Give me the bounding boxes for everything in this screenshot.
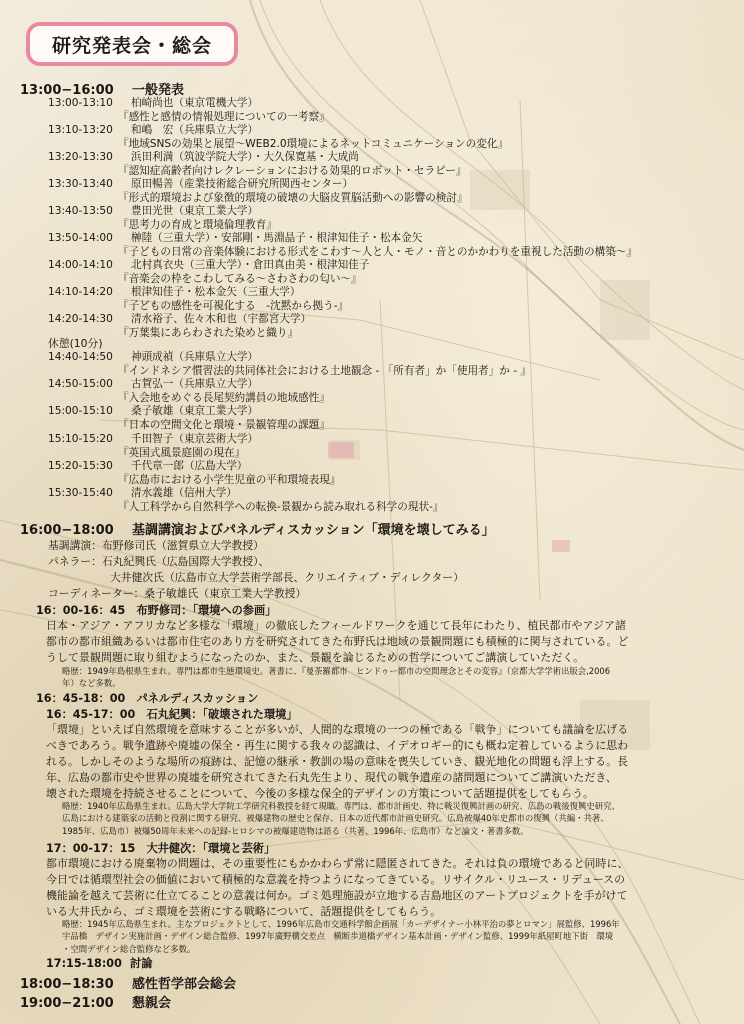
presentation-title: 『地域SNSの効果と展望〜WEB2.0環境によるネットコミュニケーションの変化』 [118,138,509,150]
discussion-time: 17:15-18:00 [46,957,122,970]
presentation-speakers: 和嶋 宏（兵庫県立大学） [131,124,259,136]
talk2-body [46,722,706,802]
talk3-line: いる大井氏から、ゴミ環境を芸術にする戦略について、話題提供をしてもらう。 [46,905,442,918]
talk1-bio [62,665,712,690]
presentation-time: 15:20-15:30 [48,459,113,472]
talk3-line: 機能論を越えて芸術に仕立てることの意義は何か。ゴミ処理施設が立地する吉島地区のアートプロジェクトを手がけて [46,889,628,902]
break-note: 休憩(10分) [48,337,103,350]
presentation-header-line [48,231,422,245]
presentation-speakers: 千田智子（東京芸術大学） [131,432,259,445]
presentation-title: 『日本の空間文化と環境・景観管理の課題』 [118,419,330,432]
presentation-header-line [48,204,258,218]
talk2-header: 16：45-17：00 石丸紀興：「破壊された環境」 [46,708,298,721]
closing-time: 18:00−18:30 [20,977,114,992]
talk3-bio [62,918,712,955]
presentation-title: 『思考力の育成と環境倫理教育』 [118,219,277,231]
talk1-line: 日本・アジア・アフリカなど多様な「環境」の徹底したフィールドワークを通じて長年にわたり、植民都市やアジア諸 [46,619,627,632]
presentation-speakers: 神頭成禎（兵庫県立大学） [131,351,259,363]
closing-row-reception [20,992,171,1011]
talk3-bio-line: ・空間デザイン総合監修など多数。 [62,943,196,954]
closing-time: 19:00−21:00 [20,996,114,1011]
presentation-header-line [48,177,353,191]
talk1-bio-line: 略歴：1949年島根県生まれ。専門は都市生態環境史。著書に、『曼荼羅都市 ヒンドゥー都市の空間理念とその変容』（京都大学学術出版会,2006 [62,666,611,676]
talk2-bio-line: 1985年、広島市）被爆50周年未来への記録-ヒロシマの被爆建造物は語る（共著、1996年、広島市）など論文・著書多数。 [62,825,529,836]
talk3-bio-line: 略歴：1945年広島県生まれ。主なプロジェクトとして、1996年広島市交通科学館企画展「カーデザイナー小林平治の夢とロマン」展監修、1996年 [62,919,620,929]
closing-label: 感性哲学部会総会 [132,977,237,992]
discussion-row [46,955,152,971]
talk2-line: 「環境」といえば自然環境を意味することが多いが、人間的な環境の一つの極である「戦争」についても議論を広げる [46,723,629,736]
presentation-header-line [48,377,258,391]
talk1-body [46,618,706,666]
presentation-speakers: 原田暢善（産業技術総合研究所関西センター） [131,178,354,190]
presentation-header-line [48,285,301,299]
presentation-speakers: 清水義雄（信州大学） [131,487,237,499]
keynote-coordinator: コーディネーター：桑子敏雄氏（東京工業大学教授） [48,587,307,600]
presentation-time: 15:00-15:10 [48,405,113,418]
presentation-time: 14:00-14:10 [48,259,113,271]
talk2-line: れる。しかしそのような場所の痕跡は、記憶の継承・教訓の場の意味を喪失していき、観光地化の問題も浮上する。長 [46,755,629,768]
presentation-time: 13:50-14:00 [48,232,113,244]
talk1-line: うして景観問題に取り組むようになったのか、また、景観を論じるための哲学についてご講演していただく。 [46,651,585,664]
closing-label: 懇親会 [132,996,172,1011]
presentation-title: 『子どもの日常の音楽体験における形式をこわす〜人と人・モノ・音とのかかわりを重視した活動の構築〜』 [118,246,637,258]
keynote-header [20,519,495,538]
presentation-title: 『認知症高齢者向けレクレーションにおける効果的ロボット・セラピー』 [118,165,467,177]
general-session-time: 13:00−16:00 [20,83,114,98]
talk3-header: 17：00-17：15 大井健次：「環境と芸術」 [46,842,276,855]
talk3-bio-line: 宇品橋 デザイン実施計画・デザイン総合監修、1997年廣野構交差点 横断歩道橋デザイン基本計画・デザイン監修、1999年紙屋町地下街 環境 [62,931,614,942]
presentation-speakers: 豊田光世（東京工業大学） [131,205,259,217]
presentation-time: 13:30-13:40 [48,178,113,190]
presentation-title: 『広島市における小学生児童の平和環境表現』 [118,473,341,486]
presentation-speakers: 浜田利満（筑波学院大学）・大久保寛基・大成尚 [131,151,359,163]
presentation-title: 『形式的環境および象徴的環境の破壊の大脳皮質脳活動への影響の検討』 [118,192,468,204]
presentation-title: 『英国式風景庭園の現在』 [118,446,246,459]
presentation-time: 14:20-14:30 [48,313,113,325]
keynote-time: 16:00−18:00 [20,523,114,538]
presentation-time: 13:40-13:50 [48,205,113,217]
talk3-line: 今日では循環型社会の価値において積極的な意義を持つようになってきている。リサイクル・リユース・リデュースの [46,873,626,886]
discussion-label: 討論 [130,957,153,970]
presentation-header-line [48,459,248,473]
presentation-speakers: 北村真衣央（三重大学）・倉田真由美・根津知佳子 [131,259,370,271]
keynote-panelist-2: 大井健次氏（広島市立大学芸術学部長、クリエイティブ・ディレクター） [110,571,464,584]
presentation-title: 『感性と感情の情報処理についての一考察』 [118,111,330,123]
talk2-bio-line: 略歴：1940年広島県生まれ。広島大学大学院工学研究科教授を経て現職。専門は、都市計画史、特に戦災復興計画の研究、広島の戦後復興史研究、 [62,801,620,811]
presentation-header-line [48,312,311,326]
presentation-header-line [48,432,258,446]
presentation-title: 『子どもの感性を可視化する -沈黙から拠う-』 [118,300,349,312]
presentation-speakers: 柏崎尚也（東京電機大学） [131,97,259,109]
talk3-body [46,856,706,920]
talk2-bio-line: 広島における建築家の活動と役割に関する研究、被爆建物の歴史と保存、日本の近代都市計画史研究。広島被爆40年史都市の復興（共編・共著、 [62,813,609,824]
presentation-header-line [48,486,237,500]
talk2-line: 壊された環境を持続させることについて、今後の多様な保全的デザインの方策について話題提供をしてもらう。 [46,787,595,800]
presentation-title: 『入会地をめぐる長尾契約講員の地域感性』 [118,392,330,405]
presentation-title: 『音楽会の枠をこわしてみる〜さわさわの匂い〜』 [118,273,362,285]
presentation-speakers: 古賀弘一（兵庫県立大学） [131,378,259,391]
presentation-header-line [48,123,258,137]
presentation-title: 『インドネシア慣習法的共同体社会における土地観念 - 「所有者」か「使用者」か - 』 [118,365,531,377]
presentation-header-line [48,258,369,272]
talk2-line: べきであろう。戦争遺跡や廃墟の保全・再生に関する我々の認識は、イデオロギー的にも概ね定着しているように思わ [46,739,629,752]
presentation-speakers: 根津知佳子・松本金矢（三重大学） [131,286,301,298]
presentation-header-line [48,96,258,110]
closing-row-general-meeting [20,973,236,992]
presentation-header-line [48,150,359,164]
presentation-time: 14:10-14:20 [48,286,113,298]
presentation-time: 14:40-14:50 [48,351,113,363]
presentation-title: 『人工科学から自然科学への転換-景観から読み取れる科学の現状-』 [118,501,444,513]
general-session-label: 一般発表 [132,83,185,98]
presentation-speakers: 桑子敏雄（東京工業大学） [131,405,259,418]
keynote-label: 基調講演およびパネルディスカッション「環境を壊してみる」 [132,523,495,538]
presentation-time: 15:10-15:20 [48,432,113,445]
presentation-time: 15:30-15:40 [48,487,113,499]
panel-discussion-header: 16：45-18：00 パネルディスカッション [36,692,259,705]
presentation-speakers: 榊陸（三重大学）・安部剛・馬淵晶子・根津知佳子・松本金矢 [131,232,423,244]
talk2-line: 年、広島の都市史や世界の廃墟を研究されてきた石丸先生より、現代の戦争遺産の諸問題についてご講演いただき、 [46,771,617,784]
presentation-time: 13:10-13:20 [48,124,113,136]
presentation-speakers: 千代章一郎（広島大学） [131,459,248,472]
talk1-bio-line: 年）など多数。 [62,678,121,689]
talk3-line: 都市環境における廃棄物の問題は、その重要性にもかかわらず常に隠匿されてきた。それは負の環境であると同時に、 [46,857,629,870]
keynote-panelist-1: パネラー：石丸紀興氏（広島国際大学教授）、 [48,555,270,568]
talk1-line: 都市の都市組織あるいは都市住宅のあり方を研究されてきた布野氏は地域の景観問題にも積極的に関与されている。ど [46,635,629,648]
presentation-speakers: 清水裕子、佐々木和也（宇都宮大学） [131,313,312,325]
page-title: 研究発表会・総会 [26,22,238,66]
presentation-header-line [48,350,258,364]
presentation-header-line [48,404,258,418]
presentation-time: 13:20-13:30 [48,151,113,163]
talk2-bio [62,800,712,837]
keynote-lecturer: 基調講演：布野修司氏（滋賀県立大学教授） [48,539,264,552]
presentation-time: 13:00-13:10 [48,97,113,109]
presentation-time: 14:50-15:00 [48,378,113,391]
talk1-header: 16：00-16：45 布野修司：「環境への参画」 [36,604,277,617]
presentation-title: 『万葉集にあらわされた染めと織り』 [118,327,299,339]
